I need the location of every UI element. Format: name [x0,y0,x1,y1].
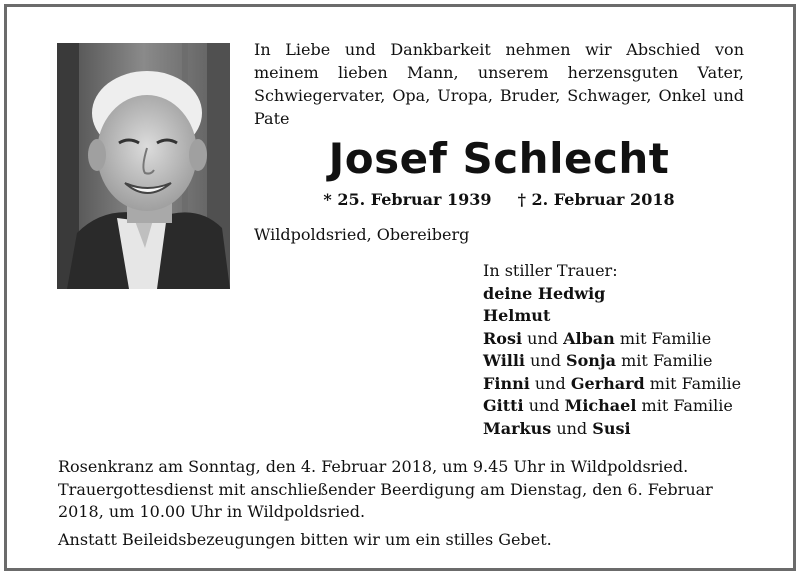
list-item [483,418,741,441]
mourner-name: Helmut [483,306,551,325]
mourner-name: Finni [483,373,530,393]
mourner-name: Susi [592,418,631,438]
mourner-name: Alban [563,328,615,348]
mourner-name: Willi [483,351,525,370]
mourner-name: Gitti [483,396,524,415]
mourner-name: Markus [483,418,552,438]
deceased-name: Josef Schlecht [328,134,670,183]
birth-date: * 25. Februar 1939 [323,190,492,209]
mourner-name: Gerhard [570,373,645,393]
portrait-photo [57,43,230,289]
mourner-joiner: und [525,351,567,370]
mourning-heading: In stiller Trauer: [483,261,618,280]
mourner-suffix: mit Familie [636,396,733,415]
closing-line: Anstatt Beileidsbezeugungen bitten wir um ein stilles Gebet. [58,530,552,549]
list-item [483,305,741,328]
mourner-suffix: mit Familie [614,328,712,348]
mourner-joiner: und [523,396,565,415]
mourner-name: Rosi [483,328,523,348]
list-item [483,373,741,396]
list-item [483,395,741,418]
portrait-image [57,43,230,289]
mourner-joiner: und [522,328,564,348]
list-item [483,283,741,306]
intro-text: In Liebe und Dankbarkeit nehmen wir Abschied von meinem lieben Mann, unserem herzensguten Vater, Schwiegervater, Opa, Uropa, Bruder, Schwager, Onkel und Pate [254,40,744,128]
list-item [483,328,741,351]
mourner-joiner: und [551,418,593,438]
list-item [483,350,741,373]
mourner-name: Sonja [566,351,617,370]
mourner-name: deine Hedwig [483,283,606,303]
residence: Wildpoldsried, Obereiberg [254,225,470,244]
life-dates [254,188,744,212]
death-date: † 2. Februar 2018 [517,190,675,209]
mourner-suffix: mit Familie [644,373,742,393]
mourner-suffix: mit Familie [616,351,713,370]
mourner-name: Michael [564,396,637,415]
mourners-list [483,260,741,440]
mourner-joiner: und [529,373,571,393]
service-details: Rosenkranz am Sonntag, den 4. Februar 2018, um 9.45 Uhr in Wildpoldsried. Trauergottesdienst mit anschließender Beerdigung am Dienstag, den 6. Februar 2018, um 10.00 Uhr in Wildpoldsried. [58,457,713,521]
